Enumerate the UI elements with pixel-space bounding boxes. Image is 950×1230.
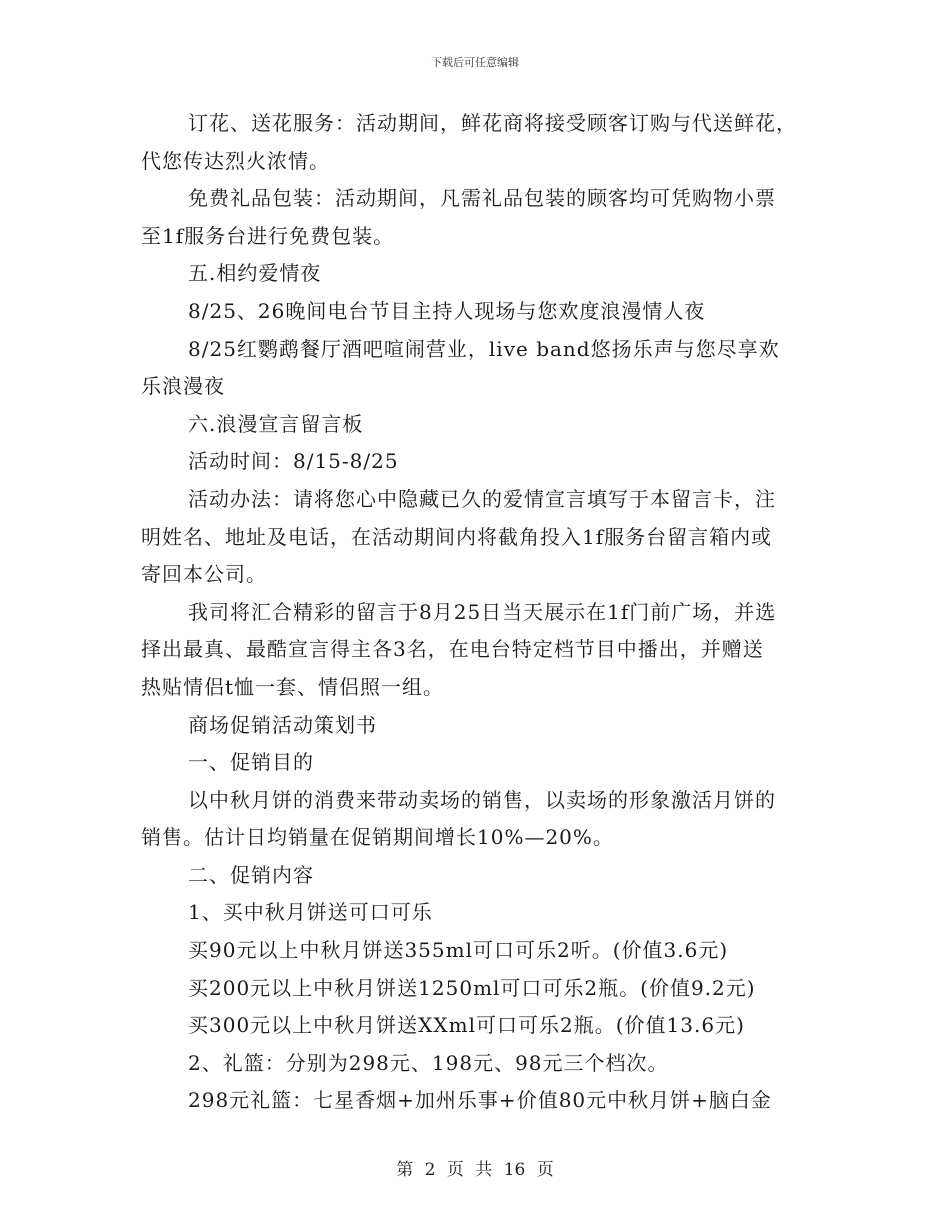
text-line: 8/25、26晚间电台节目主持人现场与您欢度浪漫情人夜: [188, 298, 706, 323]
document-body: [141, 105, 811, 1120]
text-line: 买300元以上中秋月饼送XXml可口可乐2瓶。(价值13.6元): [188, 1013, 745, 1038]
text-line: 活动时间：8/15-8/25: [188, 449, 399, 474]
text-line: 至1f服务台进行免费包装。: [141, 223, 395, 248]
text-line: 以中秋月饼的消费来带动卖场的销售，以卖场的形象激活月饼的: [188, 787, 776, 812]
text-line: 免费礼品包装：活动期间，凡需礼品包装的顾客均可凭购物小票: [188, 186, 776, 211]
text-line: 买200元以上中秋月饼送1250ml可口可乐2瓶。(价值9.2元): [188, 975, 756, 1000]
text-line: 298元礼篮：七星香烟+加州乐事+价值80元中秋月饼+脑白金: [188, 1088, 772, 1113]
text-line: 六.浪漫宣言留言板: [188, 411, 364, 436]
text-line: 明姓名、地址及电话，在活动期间内将截角投入1f服务台留言箱内或: [141, 524, 773, 549]
text-line: 热贴情侣t恤一套、情侣照一组。: [141, 674, 445, 699]
text-line: 活动办法：请将您心中隐藏已久的爱情宣言填写于本留言卡，注: [188, 486, 776, 511]
text-line: 代您传达烈火浓情。: [141, 148, 330, 173]
text-line: 我司将汇合精彩的留言于8月25日当天展示在1f门前广场，并选: [188, 599, 777, 624]
text-line: 择出最真、最酷宣言得主各3名，在电台特定档节目中播出，并赠送: [141, 637, 764, 662]
text-line: 乐浪漫夜: [141, 374, 225, 399]
text-line: 寄回本公司。: [141, 562, 267, 587]
page-header: 下载后可任意编辑: [431, 56, 519, 69]
text-line: 订花、送花服务：活动期间，鲜花商将接受顾客订购与代送鲜花，: [188, 111, 797, 135]
page-footer: 第 2 页 共 16 页: [396, 1160, 554, 1180]
text-line: 一、促销目的: [188, 750, 314, 775]
text-line: 销售。估计日均销量在促销期间增长10%—20%。: [141, 825, 614, 850]
text-line: 2、礼篮：分别为298元、198元、98元三个档次。: [188, 1050, 669, 1075]
text-line: 8/25红鹦鹉餐厅酒吧喧闹营业，live band悠扬乐声与您尽享欢: [188, 336, 780, 361]
text-line: 商场促销活动策划书: [188, 712, 377, 737]
text-line: 五.相约爱情夜: [188, 261, 322, 286]
text-line: 买90元以上中秋月饼送355ml可口可乐2听。(价值3.6元): [188, 938, 729, 963]
text-line: 1、买中秋月饼送可口可乐: [188, 900, 433, 925]
text-line: 二、促销内容: [188, 862, 314, 887]
